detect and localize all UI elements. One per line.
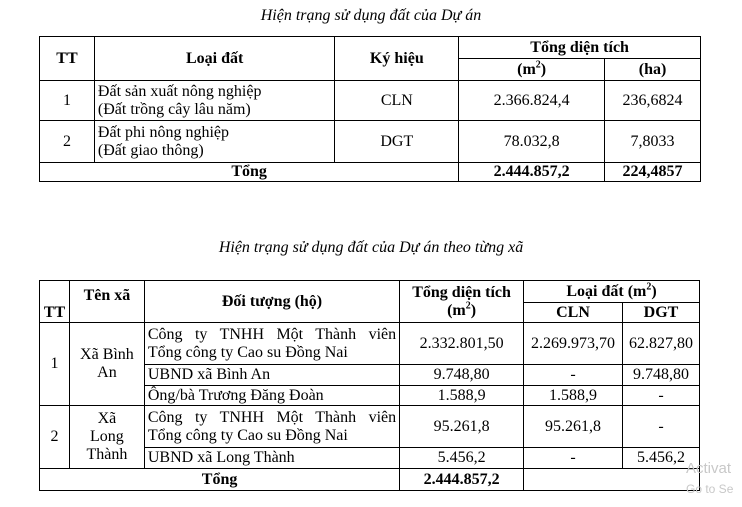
table-row xyxy=(40,323,700,365)
header-dgt: DGT xyxy=(622,303,699,323)
header-unit-m2: $(m^2)$ xyxy=(459,59,605,81)
row-dgt: 5.456,2 xyxy=(622,448,699,469)
row-doi-tuong: Công ty TNHH Một Thành viên Tổng công ty Cao su Đồng Nai xyxy=(144,406,399,448)
header-loai-dat: Loại đất xyxy=(94,37,335,81)
total-label: Tổng xyxy=(40,469,400,491)
row-cln: 2.269.973,70 xyxy=(524,323,623,365)
row-doi-tuong: Ông/bà Trương Đăng Đoàn xyxy=(144,386,399,406)
header-tt: TT xyxy=(40,37,95,81)
activation-watermark-title: Activat xyxy=(686,460,732,477)
header-doi-tuong: Đối tượng (hộ) xyxy=(144,281,399,323)
total-row xyxy=(40,163,701,182)
table-row xyxy=(40,406,700,448)
row-tong: 1.588,9 xyxy=(400,386,524,406)
table-row xyxy=(40,81,701,121)
row-m2: 2.366.824,4 xyxy=(459,81,605,121)
header-loai-dat: Loại đất $(m^2)$ xyxy=(524,281,700,303)
row-tong: 5.456,2 xyxy=(400,448,524,469)
header-cln: CLN xyxy=(524,303,623,323)
total-empty xyxy=(524,469,700,491)
total-label: Tổng xyxy=(40,163,459,182)
row-tong: 95.261,8 xyxy=(400,406,524,448)
group-xa: Xã Long Thành xyxy=(69,406,144,469)
table1-caption: Hiện trạng sử dụng đất của Dự án xyxy=(260,7,482,24)
table-row xyxy=(40,121,701,163)
row-doi-tuong: Công ty TNHH Một Thành viên Tổng công ty Cao su Đồng Nai xyxy=(144,323,399,365)
row-doi-tuong: UBND xã Long Thành xyxy=(144,448,399,469)
row-loai-dat: Đất sản xuất nông nghiệp (Đất trồng cây lâu năm) xyxy=(94,81,335,121)
row-tt: 2 xyxy=(40,121,95,163)
group-xa: Xã Bình An xyxy=(69,323,144,406)
row-cln: - xyxy=(524,365,623,386)
header-tt: TT xyxy=(40,281,70,323)
header-tong-dien-tich: Tổng diện tích xyxy=(459,37,701,59)
row-dgt: - xyxy=(622,406,699,448)
row-tong: 9.748,80 xyxy=(400,365,524,386)
row-ha: 236,6824 xyxy=(605,81,701,121)
header-unit-ha: (ha) xyxy=(605,59,701,81)
row-cln: 1.588,9 xyxy=(524,386,623,406)
total-m2: 2.444.857,2 xyxy=(459,163,605,182)
total-ha: 224,4857 xyxy=(605,163,701,182)
header-ky-hieu: Ký hiệu xyxy=(335,37,459,81)
header-ten-xa: Tên xã xyxy=(69,281,144,323)
land-use-by-commune-table xyxy=(39,280,700,491)
row-tt: 1 xyxy=(40,81,95,121)
row-dgt: - xyxy=(622,386,699,406)
row-ha: 7,8033 xyxy=(605,121,701,163)
row-loai-dat: Đất phi nông nghiệp (Đất giao thông) xyxy=(94,121,335,163)
total-row xyxy=(40,469,700,491)
row-tong: 2.332.801,50 xyxy=(400,323,524,365)
row-dgt: 62.827,80 xyxy=(622,323,699,365)
row-cln: 95.261,8 xyxy=(524,406,623,448)
row-ky-hieu: DGT xyxy=(335,121,459,163)
total-tong: 2.444.857,2 xyxy=(400,469,524,491)
group-tt: 1 xyxy=(40,323,70,406)
row-doi-tuong: UBND xã Bình An xyxy=(144,365,399,386)
group-tt: 2 xyxy=(40,406,70,469)
table2-caption: Hiện trạng sử dụng đất của Dự án theo từng xã xyxy=(218,239,524,256)
row-dgt: 9.748,80 xyxy=(622,365,699,386)
activation-watermark-subtitle: Go to Se xyxy=(686,482,734,496)
row-ky-hieu: CLN xyxy=(335,81,459,121)
row-m2: 78.032,8 xyxy=(459,121,605,163)
row-cln: - xyxy=(524,448,623,469)
land-use-table xyxy=(39,36,701,182)
header-tong-dien-tich: Tổng diện tích $(m^2)$ xyxy=(400,281,524,323)
